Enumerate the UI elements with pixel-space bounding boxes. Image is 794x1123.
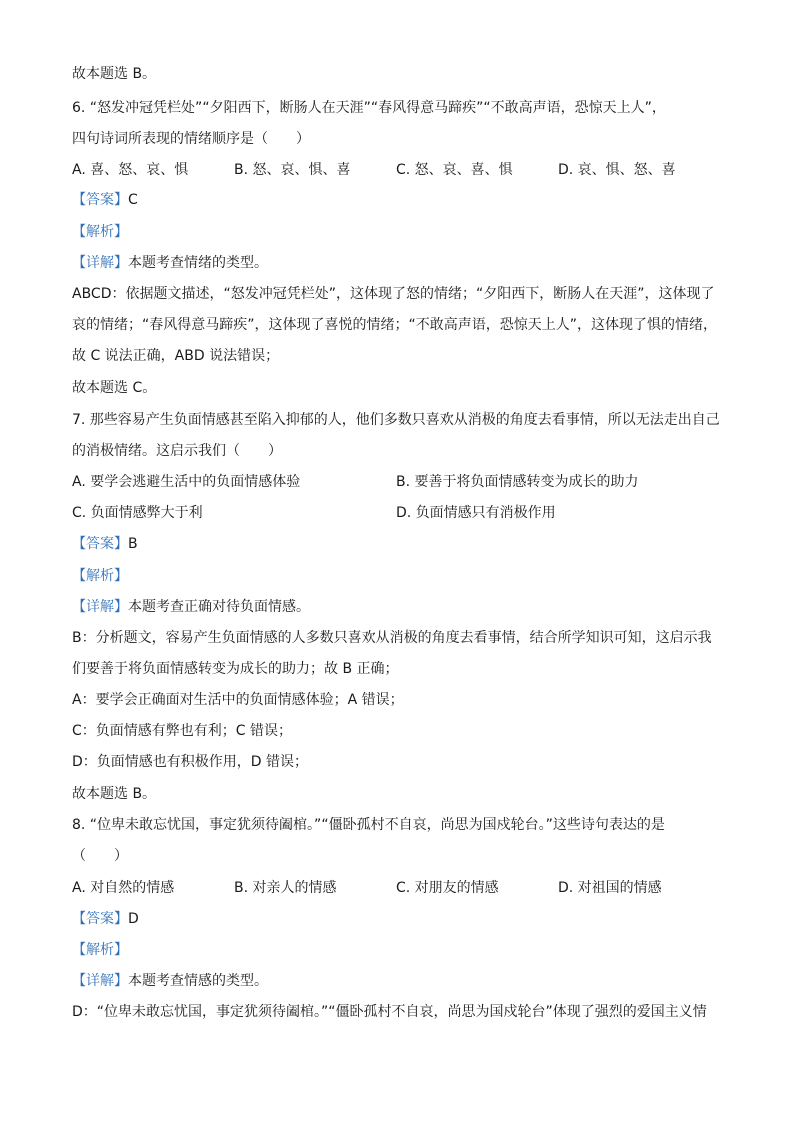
answer-label: 【答案】 [72, 911, 128, 927]
q7-option-c: C. 负面情感弊大于利 [72, 505, 203, 521]
detail-label: 【详解】 [72, 973, 128, 989]
q6-stem-line-2: 四句诗词所表现的情绪顺序是（ ） [72, 131, 310, 147]
q7-explain-line-5: D：负面情感也有积极作用，D 错误； [72, 754, 309, 770]
q6-option-d: D. 哀、惧、怒、喜 [558, 162, 676, 178]
q7-conclusion: 故本题选 B。 [72, 786, 157, 802]
q7-explain-line-3: A：要学会正确面对生活中的负面情感体验；A 错误； [72, 692, 404, 708]
answer-value: C [128, 192, 138, 208]
q6-stem-line-1: 6. “怒发冲冠凭栏处”“夕阳西下，断肠人在天涯”“春风得意马蹄疾”“不敢高声语，恐惊天上人”， [72, 100, 666, 116]
detail-label: 【详解】 [72, 255, 128, 271]
q8-option-d: D. 对祖国的情感 [558, 880, 662, 896]
answer-value: D [128, 911, 139, 927]
detail-text: 本题考查情绪的类型。 [128, 255, 268, 271]
q6-answer [72, 190, 138, 210]
q6-analysis-label: 【解析】 [72, 224, 128, 240]
q7-option-b: B. 要善于将负面情感转变为成长的助力 [396, 474, 639, 490]
detail-text: 本题考查情感的类型。 [128, 973, 268, 989]
detail-label: 【详解】 [72, 599, 128, 615]
q7-stem-line-2: 的消极情绪。这启示我们（ ） [72, 443, 282, 459]
q6-explain-line-1: ABCD：依据题文描述，“怒发冲冠凭栏处”，这体现了怒的情绪；“夕阳西下，断肠人在天涯”，这体现了 [72, 286, 715, 302]
q7-option-a: A. 要学会逃避生活中的负面情感体验 [72, 474, 301, 490]
q6-explain-line-3: 故 C 说法正确，ABD 说法错误； [72, 348, 280, 364]
q7-analysis-label: 【解析】 [72, 568, 128, 584]
q8-detail [72, 971, 268, 991]
q7-stem-line-1: 7. 那些容易产生负面情感甚至陷入抑郁的人，他们多数只喜欢从消极的角度去看事情，所以无法走出自己 [72, 412, 720, 428]
q8-option-a: A. 对自然的情感 [72, 880, 175, 896]
q5-conclusion: 故本题选 B。 [72, 66, 157, 82]
q8-option-c: C. 对朋友的情感 [396, 880, 499, 896]
q8-stem-line-1: 8. “位卑未敢忘忧国，事定犹须待阖棺。”“僵卧孤村不自哀，尚思为国戍轮台。”这些诗句表达的是 [72, 817, 665, 833]
q8-answer [72, 909, 139, 929]
q7-answer [72, 534, 138, 554]
answer-value: B [128, 536, 138, 552]
q6-option-a: A. 喜、怒、哀、惧 [72, 162, 189, 178]
q6-conclusion: 故本题选 C。 [72, 380, 157, 396]
q6-option-c: C. 怒、哀、喜、惧 [396, 162, 513, 178]
q6-option-b: B. 怒、哀、惧、喜 [234, 162, 351, 178]
q7-explain-line-4: C：负面情感有弊也有利；C 错误； [72, 723, 293, 739]
q8-option-b: B. 对亲人的情感 [234, 880, 337, 896]
q8-analysis-label: 【解析】 [72, 942, 128, 958]
answer-label: 【答案】 [72, 192, 128, 208]
q7-option-d: D. 负面情感只有消极作用 [396, 505, 556, 521]
q8-stem-line-2: （ ） [72, 848, 128, 864]
q7-explain-line-2: 们要善于将负面情感转变为成长的助力；故 B 正确； [72, 661, 399, 677]
answer-label: 【答案】 [72, 536, 128, 552]
q6-explain-line-2: 哀的情绪；“春风得意马蹄疾”，这体现了喜悦的情绪；“不敢高声语，恐惊天上人”，这体现了惧的情绪， [72, 317, 718, 333]
q7-detail [72, 597, 310, 617]
q6-detail [72, 253, 268, 273]
q8-explain-line-1: D：“位卑未敢忘忧国，事定犹须待阖棺。”“僵卧孤村不自哀，尚思为国戍轮台”体现了强烈的爱国主义情 [72, 1004, 707, 1020]
detail-text: 本题考查正确对待负面情感。 [128, 599, 310, 615]
q7-explain-line-1: B：分析题文，容易产生负面情感的人多数只喜欢从消极的角度去看事情，结合所学知识可知，这启示我 [72, 630, 712, 646]
